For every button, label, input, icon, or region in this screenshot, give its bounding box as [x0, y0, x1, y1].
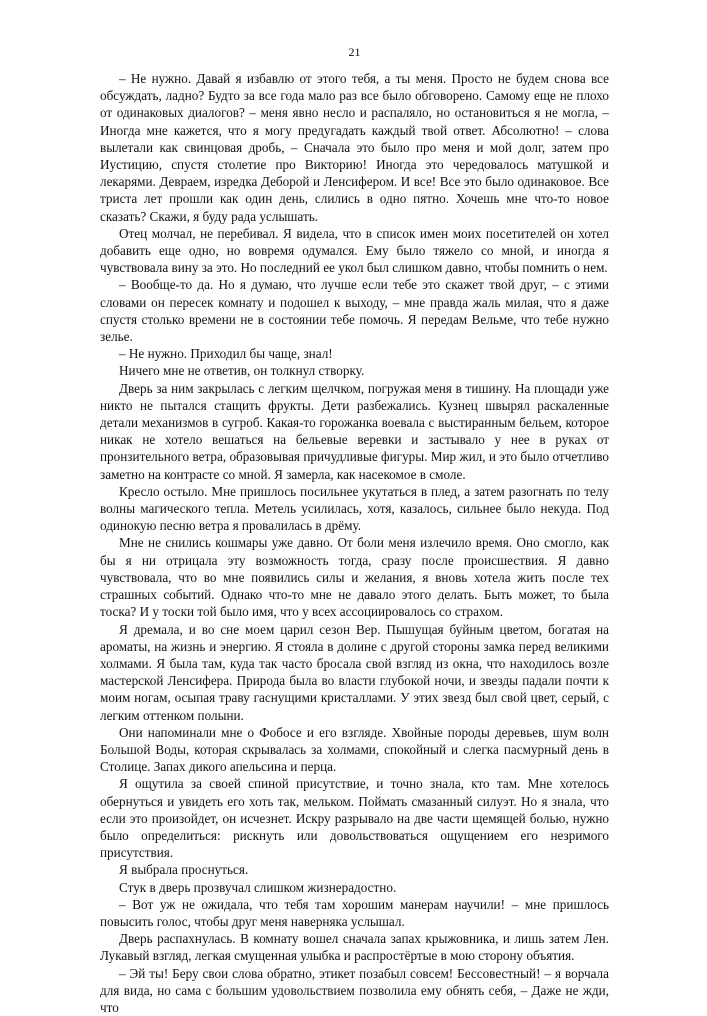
- page-number: 21: [348, 45, 361, 59]
- paragraph: Дверь распахнулась. В комнату вошел сначала запах крыжовника, и лишь затем Лен. Лукавый взгляд, легкая смущенная улыбка и распростёртые в мою сторону объятия.: [100, 931, 609, 964]
- paragraph: Кресло остыло. Мне пришлось посильнее укутаться в плед, а затем разогнать по телу волны магического тепла. Метель усилилась, хотя, казалось, сильнее было некуда. Под одинокую песню ветра я провалилась в дрёму.: [100, 483, 609, 534]
- paragraph: Я дремала, и во сне моем царил сезон Вер. Пышущая буйным цветом, богатая на ароматы, на жизнь и энергию. Я стояла в долине с другой стороны замка перед великими холмами. Я была там, куда так часто бросала свой взгляд из окна, что находилось возле мастерской Ленсифера. Природа была во власти глубокой ночи, и звезды падали почти к моим ногам, осыпая траву гаснущими кристаллами. У этих звезд был свой цвет, серый, с легким оттенком полыни.: [100, 621, 609, 723]
- paragraph: Отец молчал, не перебивал. Я видела, что в список имен моих посетителей он хотел добавить еще одно, но вовремя одумался. Ему было тяжело со мной, и иногда я чувствовала вину за это. Но последний ее укол был слишком давно, чтобы помнить о нем.: [100, 225, 609, 276]
- paragraph: Я ощутила за своей спиной присутствие, и точно знала, кто там. Мне хотелось обернуться и увидеть его хоть так, мельком. Поймать смазанный силуэт. Но я знала, что если это произойдет, он исчезнет. Искру разрывало на две части щемящей болью, нужно было определиться: рискнуть или довольствоваться ощущением его незримого присутствия.: [100, 776, 609, 861]
- paragraph: – Эй ты! Беру свои слова обратно, этикет позабыл совсем! Бессовестный! – я ворчала для вида, но сама с большим удовольствием позволила ему обнять себя, – Даже не жди, что: [100, 965, 609, 1015]
- paragraph: Дверь за ним закрылась с легким щелчком, погружая меня в тишину. На площади уже никто не пытался стащить фрукты. Дети разбежались. Кузнец швырял раскаленные детали механизмов в сугроб. Какая-то горожанка воевала с выстиранным бельем, которое никак не хотело вешаться на бельевые веревки и застывало у нее в руках от пронзительного ветра, образовывая причудливые фигуры. Мир жил, и это было отчетливо заметно на контрасте со мной. Я замерла, как насекомое в смоле.: [100, 380, 609, 482]
- body-text: [100, 70, 609, 1016]
- paragraph: – Вот уж не ожидала, что тебя там хорошим манерам научили! – мне пришлось повысить голос, чтобы друг меня наверняка услышал.: [100, 896, 609, 929]
- paragraph: Ничего мне не ответив, он толкнул створку.: [119, 363, 365, 379]
- paragraph: Я выбрала проснуться.: [119, 862, 249, 878]
- paragraph: Стук в дверь прозвучал слишком жизнерадостно.: [119, 879, 397, 895]
- paragraph: – Не нужно. Приходил бы чаще, знал!: [119, 346, 333, 362]
- paragraph: – Не нужно. Давай я избавлю от этого тебя, а ты меня. Просто не будем снова все обсуждать, ладно? Будто за все года мало раз все было обговорено. Самому еще не плохо от одинаковых диалогов? – меня явно несло и распаляло, но остановиться я не могла, – Иногда мне кажется, что я могу предугадать каждый твой ответ. Абсолютно! – слова вылетали как свинцовая дробь, – Сначала это было про меня и мой долг, затем про Иустицию, спустя столетие про Викторию! Иногда это чередовалось матушкой и лекарями. Девраем, изредка Деборой и Ленсифером. И все! Все это было одинаковое. Все триста лет прошли как один день, слились в одно пятно. Хочешь мне что-то новое сказать? Скажи, я буду рада услышать.: [100, 71, 609, 224]
- paragraph: Мне не снились кошмары уже давно. От боли меня излечило время. Оно смогло, как бы я ни отрицала эту возможность тогда, сразу после происшествия. Я давно чувствовала, что во мне появились силы и желания, я вновь хотела жить после тех страшных событий. Однако что-то мне не давало этого делать. Быть может, то была тоска? И у тоски той было имя, что у всех ассоциировалось со страхом.: [100, 535, 609, 620]
- paragraph: – Вообще-то да. Но я думаю, что лучше если тебе это скажет твой друг, – с этими словами он пересек комнату и подошел к выходу, – мне правда жаль милая, что я даже спустя столько времени не в состоянии тебе помочь. Я передам Вельме, что тебе нужно зелье.: [100, 277, 609, 345]
- paragraph: Они напоминали мне о Фобосе и его взгляде. Хвойные породы деревьев, шум волн Большой Воды, которая скрывалась за холмами, спокойный и слегка пасмурный день в Столице. Запах дикого апельсина и перца.: [100, 724, 609, 775]
